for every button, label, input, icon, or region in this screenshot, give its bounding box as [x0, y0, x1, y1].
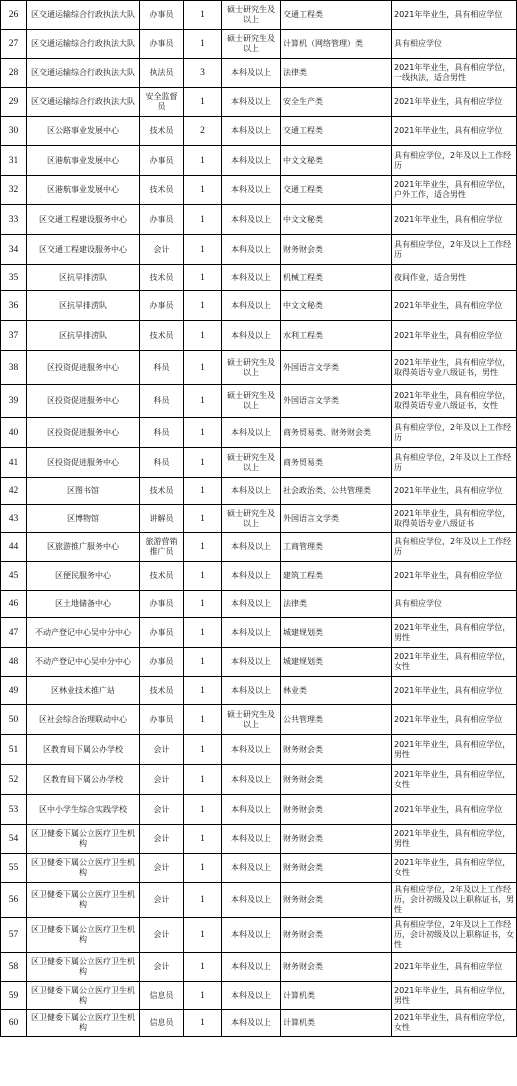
hire-count-cell: 1 — [184, 448, 222, 478]
education-requirement-cell: 本科及以上 — [222, 59, 281, 88]
table-row — [1, 705, 517, 735]
table-row — [1, 478, 517, 505]
hire-count-cell: 1 — [184, 825, 222, 854]
employer-unit-cell: 区投资促进服务中心 — [27, 351, 140, 385]
education-requirement-cell: 本科及以上 — [222, 478, 281, 505]
employer-unit-cell: 区投资促进服务中心 — [27, 418, 140, 448]
hire-count-cell: 1 — [184, 505, 222, 533]
position-name-cell: 安全监督员 — [140, 88, 184, 117]
table-row — [1, 418, 517, 448]
other-requirements-cell: 具有相应学位，2年及以上工作经历，会计初级及以上职称证书，男性 — [392, 883, 517, 918]
employer-unit-cell: 区卫健委下属公立医疗卫生机构 — [27, 825, 140, 854]
position-name-cell: 办事员 — [140, 1, 184, 30]
table-row — [1, 351, 517, 385]
hire-count-cell: 1 — [184, 146, 222, 176]
other-requirements-cell: 具有相应学位，2年及以上工作经历 — [392, 146, 517, 176]
education-requirement-cell: 本科及以上 — [222, 953, 281, 982]
employer-unit-cell: 区教育局下属公办学校 — [27, 765, 140, 795]
table-row — [1, 618, 517, 648]
education-requirement-cell: 本科及以上 — [222, 205, 281, 235]
employer-unit-cell: 区交通工程建设服务中心 — [27, 205, 140, 235]
education-requirement-cell: 硕士研究生及以上 — [222, 385, 281, 418]
major-requirement-cell: 财务财会类 — [281, 735, 392, 765]
position-name-cell: 会计 — [140, 235, 184, 265]
other-requirements-cell: 2021年毕业生，具有相应学位，取得英语专业八级证书，女性 — [392, 385, 517, 418]
other-requirements-cell: 2021年毕业生，具有相应学位 — [392, 1, 517, 30]
position-name-cell: 技术员 — [140, 562, 184, 591]
education-requirement-cell: 本科及以上 — [222, 1010, 281, 1037]
hire-count-cell: 1 — [184, 291, 222, 321]
education-requirement-cell: 本科及以上 — [222, 591, 281, 618]
education-requirement-cell: 本科及以上 — [222, 321, 281, 351]
major-requirement-cell: 计算机类 — [281, 982, 392, 1010]
position-name-cell: 办事员 — [140, 705, 184, 735]
hire-count-cell: 1 — [184, 648, 222, 677]
other-requirements-cell: 2021年毕业生，具有相应学位 — [392, 953, 517, 982]
row-number-cell: 54 — [1, 825, 27, 854]
employer-unit-cell: 区抗旱排涝队 — [27, 265, 140, 291]
position-name-cell: 技术员 — [140, 677, 184, 705]
major-requirement-cell: 外国语言文学类 — [281, 505, 392, 533]
major-requirement-cell: 中文文秘类 — [281, 291, 392, 321]
major-requirement-cell: 社会政治类、公共管理类 — [281, 478, 392, 505]
row-number-cell: 38 — [1, 351, 27, 385]
education-requirement-cell: 本科及以上 — [222, 265, 281, 291]
table-row — [1, 765, 517, 795]
row-number-cell: 27 — [1, 30, 27, 59]
major-requirement-cell: 财务财会类 — [281, 765, 392, 795]
hire-count-cell: 1 — [184, 30, 222, 59]
hire-count-cell: 1 — [184, 478, 222, 505]
position-name-cell: 信息员 — [140, 982, 184, 1010]
education-requirement-cell: 本科及以上 — [222, 854, 281, 883]
row-number-cell: 31 — [1, 146, 27, 176]
employer-unit-cell: 区投资促进服务中心 — [27, 448, 140, 478]
education-requirement-cell: 硕士研究生及以上 — [222, 351, 281, 385]
other-requirements-cell: 具有相应学位 — [392, 591, 517, 618]
hire-count-cell: 1 — [184, 765, 222, 795]
table-row — [1, 235, 517, 265]
major-requirement-cell: 城建规划类 — [281, 618, 392, 648]
hire-count-cell: 1 — [184, 591, 222, 618]
major-requirement-cell: 财务财会类 — [281, 825, 392, 854]
hire-count-cell: 1 — [184, 982, 222, 1010]
other-requirements-cell: 2021年毕业生，具有相应学位 — [392, 291, 517, 321]
row-number-cell: 46 — [1, 591, 27, 618]
row-number-cell: 59 — [1, 982, 27, 1010]
table-row — [1, 176, 517, 205]
hire-count-cell: 1 — [184, 953, 222, 982]
hire-count-cell: 1 — [184, 705, 222, 735]
major-requirement-cell: 林业类 — [281, 677, 392, 705]
education-requirement-cell: 本科及以上 — [222, 825, 281, 854]
major-requirement-cell: 财务财会类 — [281, 883, 392, 918]
table-row — [1, 205, 517, 235]
position-name-cell: 会计 — [140, 765, 184, 795]
row-number-cell: 45 — [1, 562, 27, 591]
other-requirements-cell: 2021年毕业生，具有相应学位，取得英语专业八级证书 — [392, 505, 517, 533]
education-requirement-cell: 本科及以上 — [222, 533, 281, 562]
employer-unit-cell: 区交通运输综合行政执法大队 — [27, 30, 140, 59]
table-row — [1, 59, 517, 88]
education-requirement-cell: 硕士研究生及以上 — [222, 448, 281, 478]
major-requirement-cell: 中文文秘类 — [281, 205, 392, 235]
position-name-cell: 办事员 — [140, 618, 184, 648]
other-requirements-cell: 2021年毕业生，具有相应学位 — [392, 795, 517, 825]
employer-unit-cell: 区投资促进服务中心 — [27, 385, 140, 418]
position-name-cell: 办事员 — [140, 205, 184, 235]
hire-count-cell: 1 — [184, 418, 222, 448]
row-number-cell: 40 — [1, 418, 27, 448]
hire-count-cell: 1 — [184, 562, 222, 591]
employer-unit-cell: 区图书馆 — [27, 478, 140, 505]
employer-unit-cell: 区卫健委下属公立医疗卫生机构 — [27, 953, 140, 982]
major-requirement-cell: 财务财会类 — [281, 854, 392, 883]
major-requirement-cell: 商务贸易类、财务财会类 — [281, 418, 392, 448]
other-requirements-cell: 2021年毕业生，具有相应学位，男性 — [392, 982, 517, 1010]
position-name-cell: 科员 — [140, 351, 184, 385]
table-row — [1, 385, 517, 418]
major-requirement-cell: 财务财会类 — [281, 918, 392, 953]
table-row — [1, 953, 517, 982]
row-number-cell: 35 — [1, 265, 27, 291]
row-number-cell: 43 — [1, 505, 27, 533]
row-number-cell: 60 — [1, 1010, 27, 1037]
major-requirement-cell: 安全生产类 — [281, 88, 392, 117]
hire-count-cell: 1 — [184, 385, 222, 418]
row-number-cell: 47 — [1, 618, 27, 648]
hire-count-cell: 1 — [184, 918, 222, 953]
hire-count-cell: 1 — [184, 235, 222, 265]
other-requirements-cell: 具有相应学位，2年及以上工作经历，会计初级及以上职称证书，女性 — [392, 918, 517, 953]
table-row — [1, 795, 517, 825]
row-number-cell: 50 — [1, 705, 27, 735]
employer-unit-cell: 区交通运输综合行政执法大队 — [27, 1, 140, 30]
table-row — [1, 30, 517, 59]
employer-unit-cell: 区中小学生综合实践学校 — [27, 795, 140, 825]
row-number-cell: 48 — [1, 648, 27, 677]
row-number-cell: 39 — [1, 385, 27, 418]
other-requirements-cell: 具有相应学位 — [392, 30, 517, 59]
position-name-cell: 会计 — [140, 918, 184, 953]
table-row — [1, 982, 517, 1010]
other-requirements-cell: 2021年毕业生，具有相应学位，取得英语专业八级证书，男性 — [392, 351, 517, 385]
row-number-cell: 30 — [1, 117, 27, 146]
employer-unit-cell: 区港航事业发展中心 — [27, 176, 140, 205]
other-requirements-cell: 2021年毕业生，具有相应学位，女性 — [392, 648, 517, 677]
education-requirement-cell: 硕士研究生及以上 — [222, 30, 281, 59]
education-requirement-cell: 本科及以上 — [222, 235, 281, 265]
position-name-cell: 办事员 — [140, 591, 184, 618]
education-requirement-cell: 本科及以上 — [222, 291, 281, 321]
row-number-cell: 55 — [1, 854, 27, 883]
position-name-cell: 会计 — [140, 825, 184, 854]
employer-unit-cell: 区卫健委下属公立医疗卫生机构 — [27, 918, 140, 953]
employer-unit-cell: 区便民服务中心 — [27, 562, 140, 591]
employer-unit-cell: 区抗旱排涝队 — [27, 321, 140, 351]
position-name-cell: 技术员 — [140, 265, 184, 291]
position-name-cell: 办事员 — [140, 146, 184, 176]
education-requirement-cell: 本科及以上 — [222, 176, 281, 205]
major-requirement-cell: 中文文秘类 — [281, 146, 392, 176]
row-number-cell: 29 — [1, 88, 27, 117]
position-name-cell: 技术员 — [140, 117, 184, 146]
hire-count-cell: 1 — [184, 1010, 222, 1037]
position-name-cell: 会计 — [140, 953, 184, 982]
employer-unit-cell: 区社会综合治理联动中心 — [27, 705, 140, 735]
major-requirement-cell: 计算机类 — [281, 1010, 392, 1037]
other-requirements-cell: 具有相应学位，2年及以上工作经历 — [392, 533, 517, 562]
education-requirement-cell: 本科及以上 — [222, 648, 281, 677]
row-number-cell: 36 — [1, 291, 27, 321]
row-number-cell: 51 — [1, 735, 27, 765]
education-requirement-cell: 本科及以上 — [222, 883, 281, 918]
employer-unit-cell: 区旅游推广服务中心 — [27, 533, 140, 562]
hire-count-cell: 1 — [184, 1, 222, 30]
row-number-cell: 49 — [1, 677, 27, 705]
education-requirement-cell: 本科及以上 — [222, 735, 281, 765]
employer-unit-cell: 区土地储备中心 — [27, 591, 140, 618]
row-number-cell: 26 — [1, 1, 27, 30]
table-row — [1, 825, 517, 854]
major-requirement-cell: 外国语言文学类 — [281, 351, 392, 385]
other-requirements-cell: 2021年毕业生，具有相应学位 — [392, 205, 517, 235]
position-name-cell: 办事员 — [140, 648, 184, 677]
row-number-cell: 44 — [1, 533, 27, 562]
row-number-cell: 58 — [1, 953, 27, 982]
hire-count-cell: 1 — [184, 618, 222, 648]
table-row — [1, 677, 517, 705]
table-row — [1, 883, 517, 918]
other-requirements-cell: 2021年毕业生，具有相应学位 — [392, 117, 517, 146]
hire-count-cell: 1 — [184, 265, 222, 291]
education-requirement-cell: 本科及以上 — [222, 562, 281, 591]
position-name-cell: 信息员 — [140, 1010, 184, 1037]
other-requirements-cell: 2021年毕业生，具有相应学位，女性 — [392, 1010, 517, 1037]
other-requirements-cell: 2021年毕业生，具有相应学位，户外工作，适合男性 — [392, 176, 517, 205]
hire-count-cell: 1 — [184, 351, 222, 385]
employer-unit-cell: 区博物馆 — [27, 505, 140, 533]
major-requirement-cell: 法律类 — [281, 59, 392, 88]
employer-unit-cell: 区卫健委下属公立医疗卫生机构 — [27, 883, 140, 918]
row-number-cell: 56 — [1, 883, 27, 918]
other-requirements-cell: 2021年毕业生，具有相应学位 — [392, 88, 517, 117]
table-row — [1, 918, 517, 953]
table-row — [1, 146, 517, 176]
table-row — [1, 88, 517, 117]
employer-unit-cell: 区抗旱排涝队 — [27, 291, 140, 321]
major-requirement-cell: 计算机（网络管理）类 — [281, 30, 392, 59]
position-name-cell: 会计 — [140, 735, 184, 765]
other-requirements-cell: 夜间作业，适合男性 — [392, 265, 517, 291]
employer-unit-cell: 区卫健委下属公立医疗卫生机构 — [27, 854, 140, 883]
table-row — [1, 321, 517, 351]
other-requirements-cell: 2021年毕业生，具有相应学位，女性 — [392, 854, 517, 883]
table-row — [1, 117, 517, 146]
table-row — [1, 291, 517, 321]
education-requirement-cell: 本科及以上 — [222, 418, 281, 448]
major-requirement-cell: 交通工程类 — [281, 117, 392, 146]
position-name-cell: 科员 — [140, 418, 184, 448]
major-requirement-cell: 外国语言文学类 — [281, 385, 392, 418]
hire-count-cell: 3 — [184, 59, 222, 88]
education-requirement-cell: 本科及以上 — [222, 88, 281, 117]
row-number-cell: 41 — [1, 448, 27, 478]
education-requirement-cell: 本科及以上 — [222, 677, 281, 705]
other-requirements-cell: 2021年毕业生，具有相应学位 — [392, 321, 517, 351]
hire-count-cell: 1 — [184, 176, 222, 205]
table-row — [1, 854, 517, 883]
employer-unit-cell: 区卫健委下属公立医疗卫生机构 — [27, 1010, 140, 1037]
employer-unit-cell: 区林业技术推广站 — [27, 677, 140, 705]
position-name-cell: 讲解员 — [140, 505, 184, 533]
row-number-cell: 37 — [1, 321, 27, 351]
position-name-cell: 办事员 — [140, 30, 184, 59]
table-row — [1, 265, 517, 291]
row-number-cell: 33 — [1, 205, 27, 235]
row-number-cell: 34 — [1, 235, 27, 265]
other-requirements-cell: 2021年毕业生，具有相应学位，女性 — [392, 765, 517, 795]
employer-unit-cell: 区交通运输综合行政执法大队 — [27, 59, 140, 88]
hire-count-cell: 2 — [184, 117, 222, 146]
major-requirement-cell: 建筑工程类 — [281, 562, 392, 591]
other-requirements-cell: 2021年毕业生，具有相应学位，男性 — [392, 618, 517, 648]
table-row — [1, 562, 517, 591]
major-requirement-cell: 交通工程类 — [281, 176, 392, 205]
hire-count-cell: 1 — [184, 88, 222, 117]
other-requirements-cell: 2021年毕业生，具有相应学位 — [392, 478, 517, 505]
other-requirements-cell: 2021年毕业生，具有相应学位，男性 — [392, 825, 517, 854]
major-requirement-cell: 财务财会类 — [281, 235, 392, 265]
employer-unit-cell: 区港航事业发展中心 — [27, 146, 140, 176]
position-name-cell: 会计 — [140, 795, 184, 825]
row-number-cell: 28 — [1, 59, 27, 88]
education-requirement-cell: 硕士研究生及以上 — [222, 505, 281, 533]
other-requirements-cell: 2021年毕业生，具有相应学位 — [392, 677, 517, 705]
education-requirement-cell: 硕士研究生及以上 — [222, 705, 281, 735]
major-requirement-cell: 法律类 — [281, 591, 392, 618]
position-name-cell: 科员 — [140, 448, 184, 478]
employer-unit-cell: 不动产登记中心吴中分中心 — [27, 648, 140, 677]
other-requirements-cell: 2021年毕业生，具有相应学位，男性 — [392, 735, 517, 765]
major-requirement-cell: 交通工程类 — [281, 1, 392, 30]
position-name-cell: 技术员 — [140, 321, 184, 351]
row-number-cell: 53 — [1, 795, 27, 825]
table-row — [1, 448, 517, 478]
hire-count-cell: 1 — [184, 883, 222, 918]
table-row — [1, 735, 517, 765]
hire-count-cell: 1 — [184, 677, 222, 705]
education-requirement-cell: 本科及以上 — [222, 982, 281, 1010]
education-requirement-cell: 本科及以上 — [222, 765, 281, 795]
employer-unit-cell: 区公路事业发展中心 — [27, 117, 140, 146]
other-requirements-cell: 2021年毕业生，具有相应学位，一线执法，适合男性 — [392, 59, 517, 88]
major-requirement-cell: 工商管理类 — [281, 533, 392, 562]
table-row — [1, 591, 517, 618]
position-name-cell: 执法员 — [140, 59, 184, 88]
row-number-cell: 57 — [1, 918, 27, 953]
hire-count-cell: 1 — [184, 533, 222, 562]
position-name-cell: 技术员 — [140, 176, 184, 205]
other-requirements-cell: 2021年毕业生，具有相应学位 — [392, 705, 517, 735]
position-name-cell: 会计 — [140, 854, 184, 883]
hire-count-cell: 1 — [184, 321, 222, 351]
major-requirement-cell: 财务财会类 — [281, 795, 392, 825]
position-name-cell: 会计 — [140, 883, 184, 918]
major-requirement-cell: 财务财会类 — [281, 953, 392, 982]
table-row — [1, 1010, 517, 1037]
position-name-cell: 科员 — [140, 385, 184, 418]
other-requirements-cell: 2021年毕业生，具有相应学位 — [392, 562, 517, 591]
table-row — [1, 648, 517, 677]
employer-unit-cell: 区交通运输综合行政执法大队 — [27, 88, 140, 117]
employer-unit-cell: 区交通工程建设服务中心 — [27, 235, 140, 265]
employer-unit-cell: 区卫健委下属公立医疗卫生机构 — [27, 982, 140, 1010]
position-name-cell: 办事员 — [140, 291, 184, 321]
education-requirement-cell: 本科及以上 — [222, 117, 281, 146]
other-requirements-cell: 具有相应学位，2年及以上工作经历 — [392, 418, 517, 448]
major-requirement-cell: 公共管理类 — [281, 705, 392, 735]
row-number-cell: 52 — [1, 765, 27, 795]
education-requirement-cell: 本科及以上 — [222, 918, 281, 953]
position-name-cell: 技术员 — [140, 478, 184, 505]
employer-unit-cell: 区教育局下属公办学校 — [27, 735, 140, 765]
hire-count-cell: 1 — [184, 735, 222, 765]
row-number-cell: 32 — [1, 176, 27, 205]
major-requirement-cell: 商务贸易类 — [281, 448, 392, 478]
major-requirement-cell: 城建规划类 — [281, 648, 392, 677]
table-body — [1, 1, 517, 1037]
row-number-cell: 42 — [1, 478, 27, 505]
major-requirement-cell: 机械工程类 — [281, 265, 392, 291]
hire-count-cell: 1 — [184, 854, 222, 883]
education-requirement-cell: 本科及以上 — [222, 618, 281, 648]
table-row — [1, 533, 517, 562]
major-requirement-cell: 水利工程类 — [281, 321, 392, 351]
other-requirements-cell: 具有相应学位，2年及以上工作经历 — [392, 235, 517, 265]
table-row — [1, 505, 517, 533]
education-requirement-cell: 本科及以上 — [222, 795, 281, 825]
hire-count-cell: 1 — [184, 205, 222, 235]
employer-unit-cell: 不动产登记中心吴中分中心 — [27, 618, 140, 648]
other-requirements-cell: 具有相应学位，2年及以上工作经历 — [392, 448, 517, 478]
education-requirement-cell: 本科及以上 — [222, 146, 281, 176]
table-row — [1, 1, 517, 30]
education-requirement-cell: 硕士研究生及以上 — [222, 1, 281, 30]
hire-count-cell: 1 — [184, 795, 222, 825]
position-name-cell: 旅游营销推广员 — [140, 533, 184, 562]
